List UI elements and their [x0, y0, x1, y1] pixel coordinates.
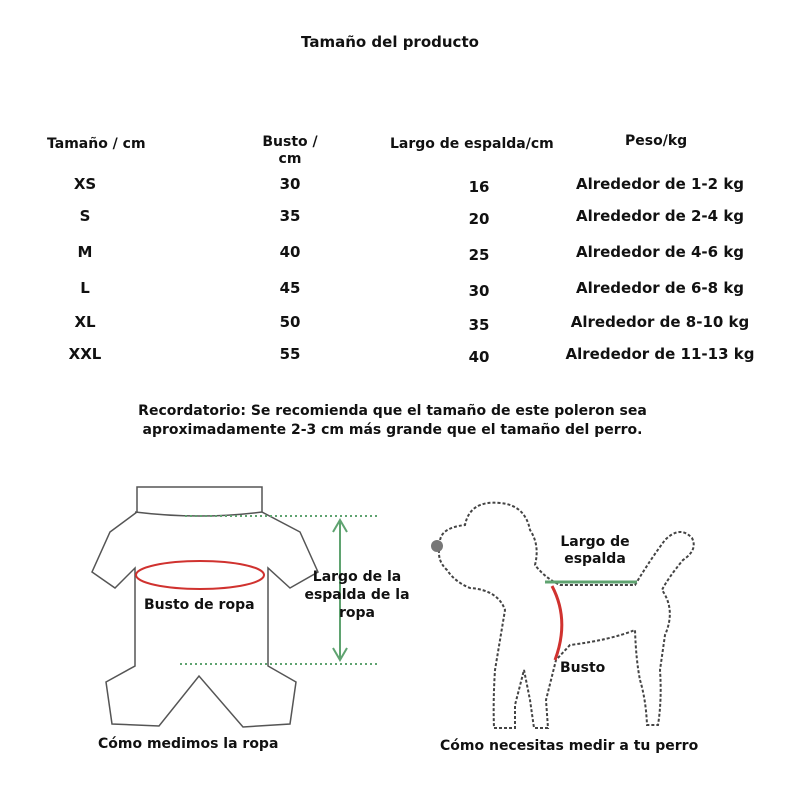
dog-back-label-line-2: espalda	[564, 551, 626, 567]
header-bust: Busto / cm	[262, 134, 318, 167]
header-back-length: Largo de espalda/cm	[390, 136, 554, 152]
reminder-note	[80, 402, 705, 440]
garment-back-label	[287, 568, 427, 622]
table-cell-back: 35	[468, 316, 490, 334]
table-cell-size: L	[80, 279, 90, 297]
dog-back-label	[550, 534, 640, 568]
table-cell-weight: Alrededor de 6-8 kg	[575, 279, 745, 297]
table-cell-weight: Alrededor de 1-2 kg	[575, 175, 745, 193]
table-cell-back: 30	[468, 282, 490, 300]
page-title: Tamaño del producto	[301, 33, 479, 51]
table-cell-bust: 45	[279, 279, 301, 297]
reminder-line-2: aproximadamente 2-3 cm más grande que el tamaño del perro.	[142, 422, 643, 438]
table-cell-bust: 35	[279, 207, 301, 225]
table-cell-size: XS	[73, 175, 97, 193]
table-cell-back: 16	[468, 178, 490, 196]
table-cell-weight: Alrededor de 2-4 kg	[575, 207, 745, 225]
reminder-line-1: Recordatorio: Se recomienda que el tamaño de este poleron sea	[138, 403, 647, 419]
dog-back-label-line-1: Largo de	[560, 534, 630, 550]
header-size: Tamaño / cm	[47, 136, 146, 152]
table-cell-size: S	[79, 207, 91, 225]
garment-back-label-line-2: espalda de la ropa	[304, 587, 410, 621]
table-cell-size: XXL	[68, 345, 102, 363]
garment-bust-label: Busto de ropa	[144, 597, 255, 613]
table-cell-bust: 50	[279, 313, 301, 331]
header-weight: Peso/kg	[625, 133, 688, 149]
table-cell-weight: Alrededor de 11-13 kg	[565, 345, 755, 363]
table-cell-weight: Alrededor de 4-6 kg	[575, 243, 745, 261]
garment-bust-measure	[136, 561, 264, 589]
table-cell-size: XL	[74, 313, 96, 331]
dog-bust-label: Busto	[560, 660, 606, 676]
table-cell-back: 20	[468, 210, 490, 228]
garment-back-label-line-1: Largo de la	[312, 569, 402, 585]
dog-nose-icon	[431, 540, 443, 552]
table-cell-back: 40	[468, 348, 490, 366]
garment-caption: Cómo medimos la ropa	[98, 736, 279, 752]
table-cell-bust: 55	[279, 345, 301, 363]
dog-bust-measure	[552, 586, 562, 660]
table-cell-bust: 30	[279, 175, 301, 193]
table-cell-weight: Alrededor de 8-10 kg	[570, 313, 750, 331]
dog-caption: Cómo necesitas medir a tu perro	[440, 738, 699, 754]
table-cell-size: M	[77, 243, 93, 261]
table-cell-bust: 40	[279, 243, 301, 261]
table-cell-back: 25	[468, 246, 490, 264]
